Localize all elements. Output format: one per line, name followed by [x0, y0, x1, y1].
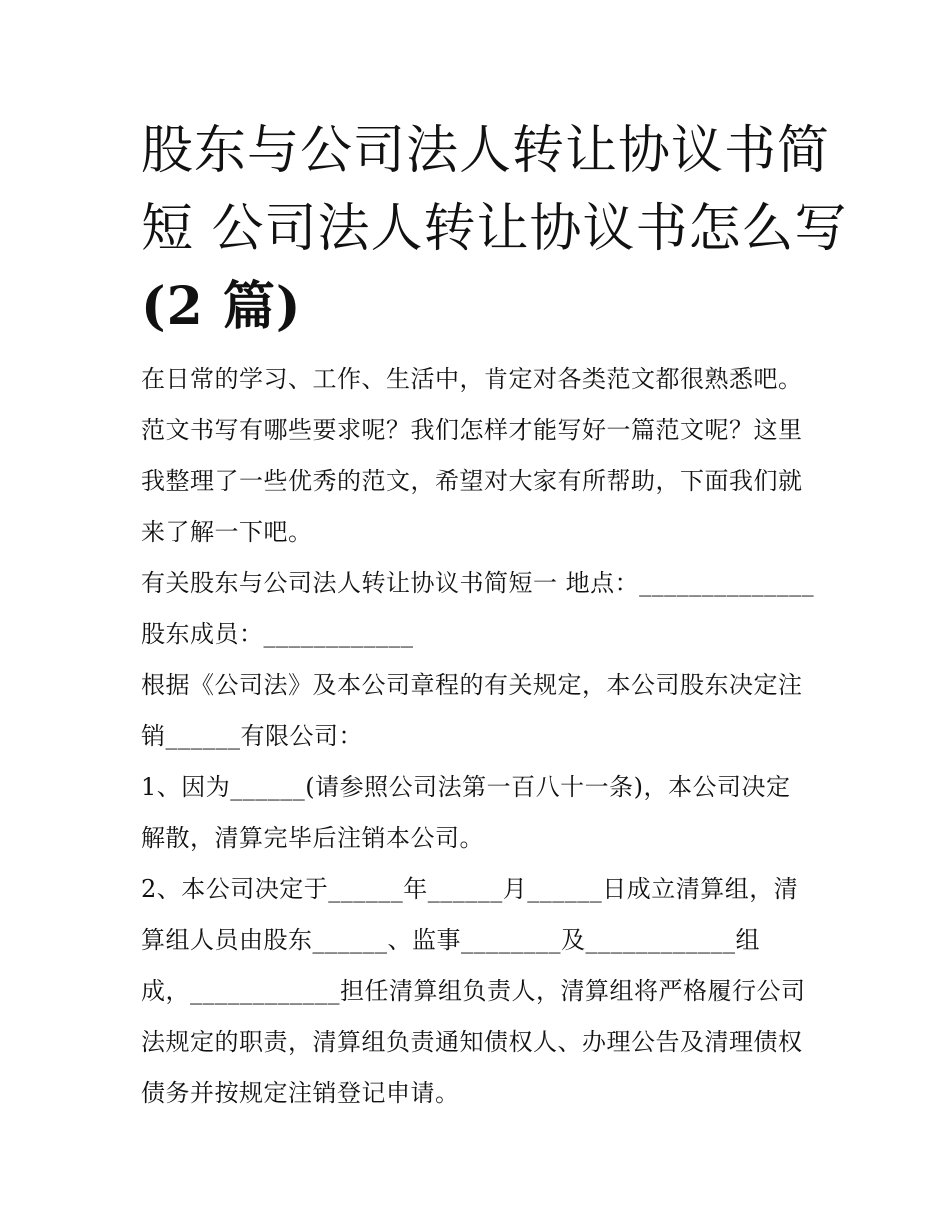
- text-line: 解散，清算完毕后注销本公司。: [141, 824, 484, 852]
- text-line: 在日常的学习、工作、生活中，肯定对各类范文都很熟悉吧。: [141, 365, 803, 393]
- text-line: 1、因为______(请参照公司法第一百八十一条)，本公司决定: [141, 773, 791, 801]
- text-line: 股东成员：____________: [141, 620, 414, 648]
- text-line: 根据《公司法》及本公司章程的有关规定，本公司股东决定注: [141, 671, 803, 699]
- title-line: 短 公司法人转让协议书怎么写: [141, 199, 848, 259]
- clause-1-paragraph: [141, 762, 821, 864]
- title-count-suffix: (2 篇): [141, 276, 302, 337]
- title-line: 股东与公司法人转让协议书简: [141, 121, 831, 181]
- text-line: 来了解一下吧。: [141, 518, 313, 546]
- text-line: 有关股东与公司法人转让协议书简短一 地点：______________: [141, 569, 815, 597]
- text-line: 法规定的职责，清算组负责通知债权人、办理公告及清理债权: [141, 1028, 803, 1056]
- text-line: 债务并按规定注销登记申请。: [141, 1079, 460, 1107]
- text-line: 2、本公司决定于______年______月______日成立清算组，清: [141, 875, 799, 903]
- location-members-paragraph: [141, 558, 821, 660]
- text-line: 销______有限公司：: [141, 722, 363, 750]
- text-line: 算组人员由股东______、监事________及____________组: [141, 926, 760, 954]
- text-line: 我整理了一些优秀的范文，希望对大家有所帮助，下面我们就: [141, 467, 803, 495]
- document-body: [141, 354, 821, 1119]
- text-line: 成，____________担任清算组负责人，清算组将严格履行公司: [141, 977, 806, 1005]
- resolution-paragraph: [141, 660, 821, 762]
- intro-paragraph: [141, 354, 821, 558]
- text-line: 范文书写有哪些要求呢？我们怎样才能写好一篇范文呢？这里: [141, 416, 803, 444]
- document-title: [141, 112, 848, 346]
- clause-2-paragraph: [141, 864, 821, 1119]
